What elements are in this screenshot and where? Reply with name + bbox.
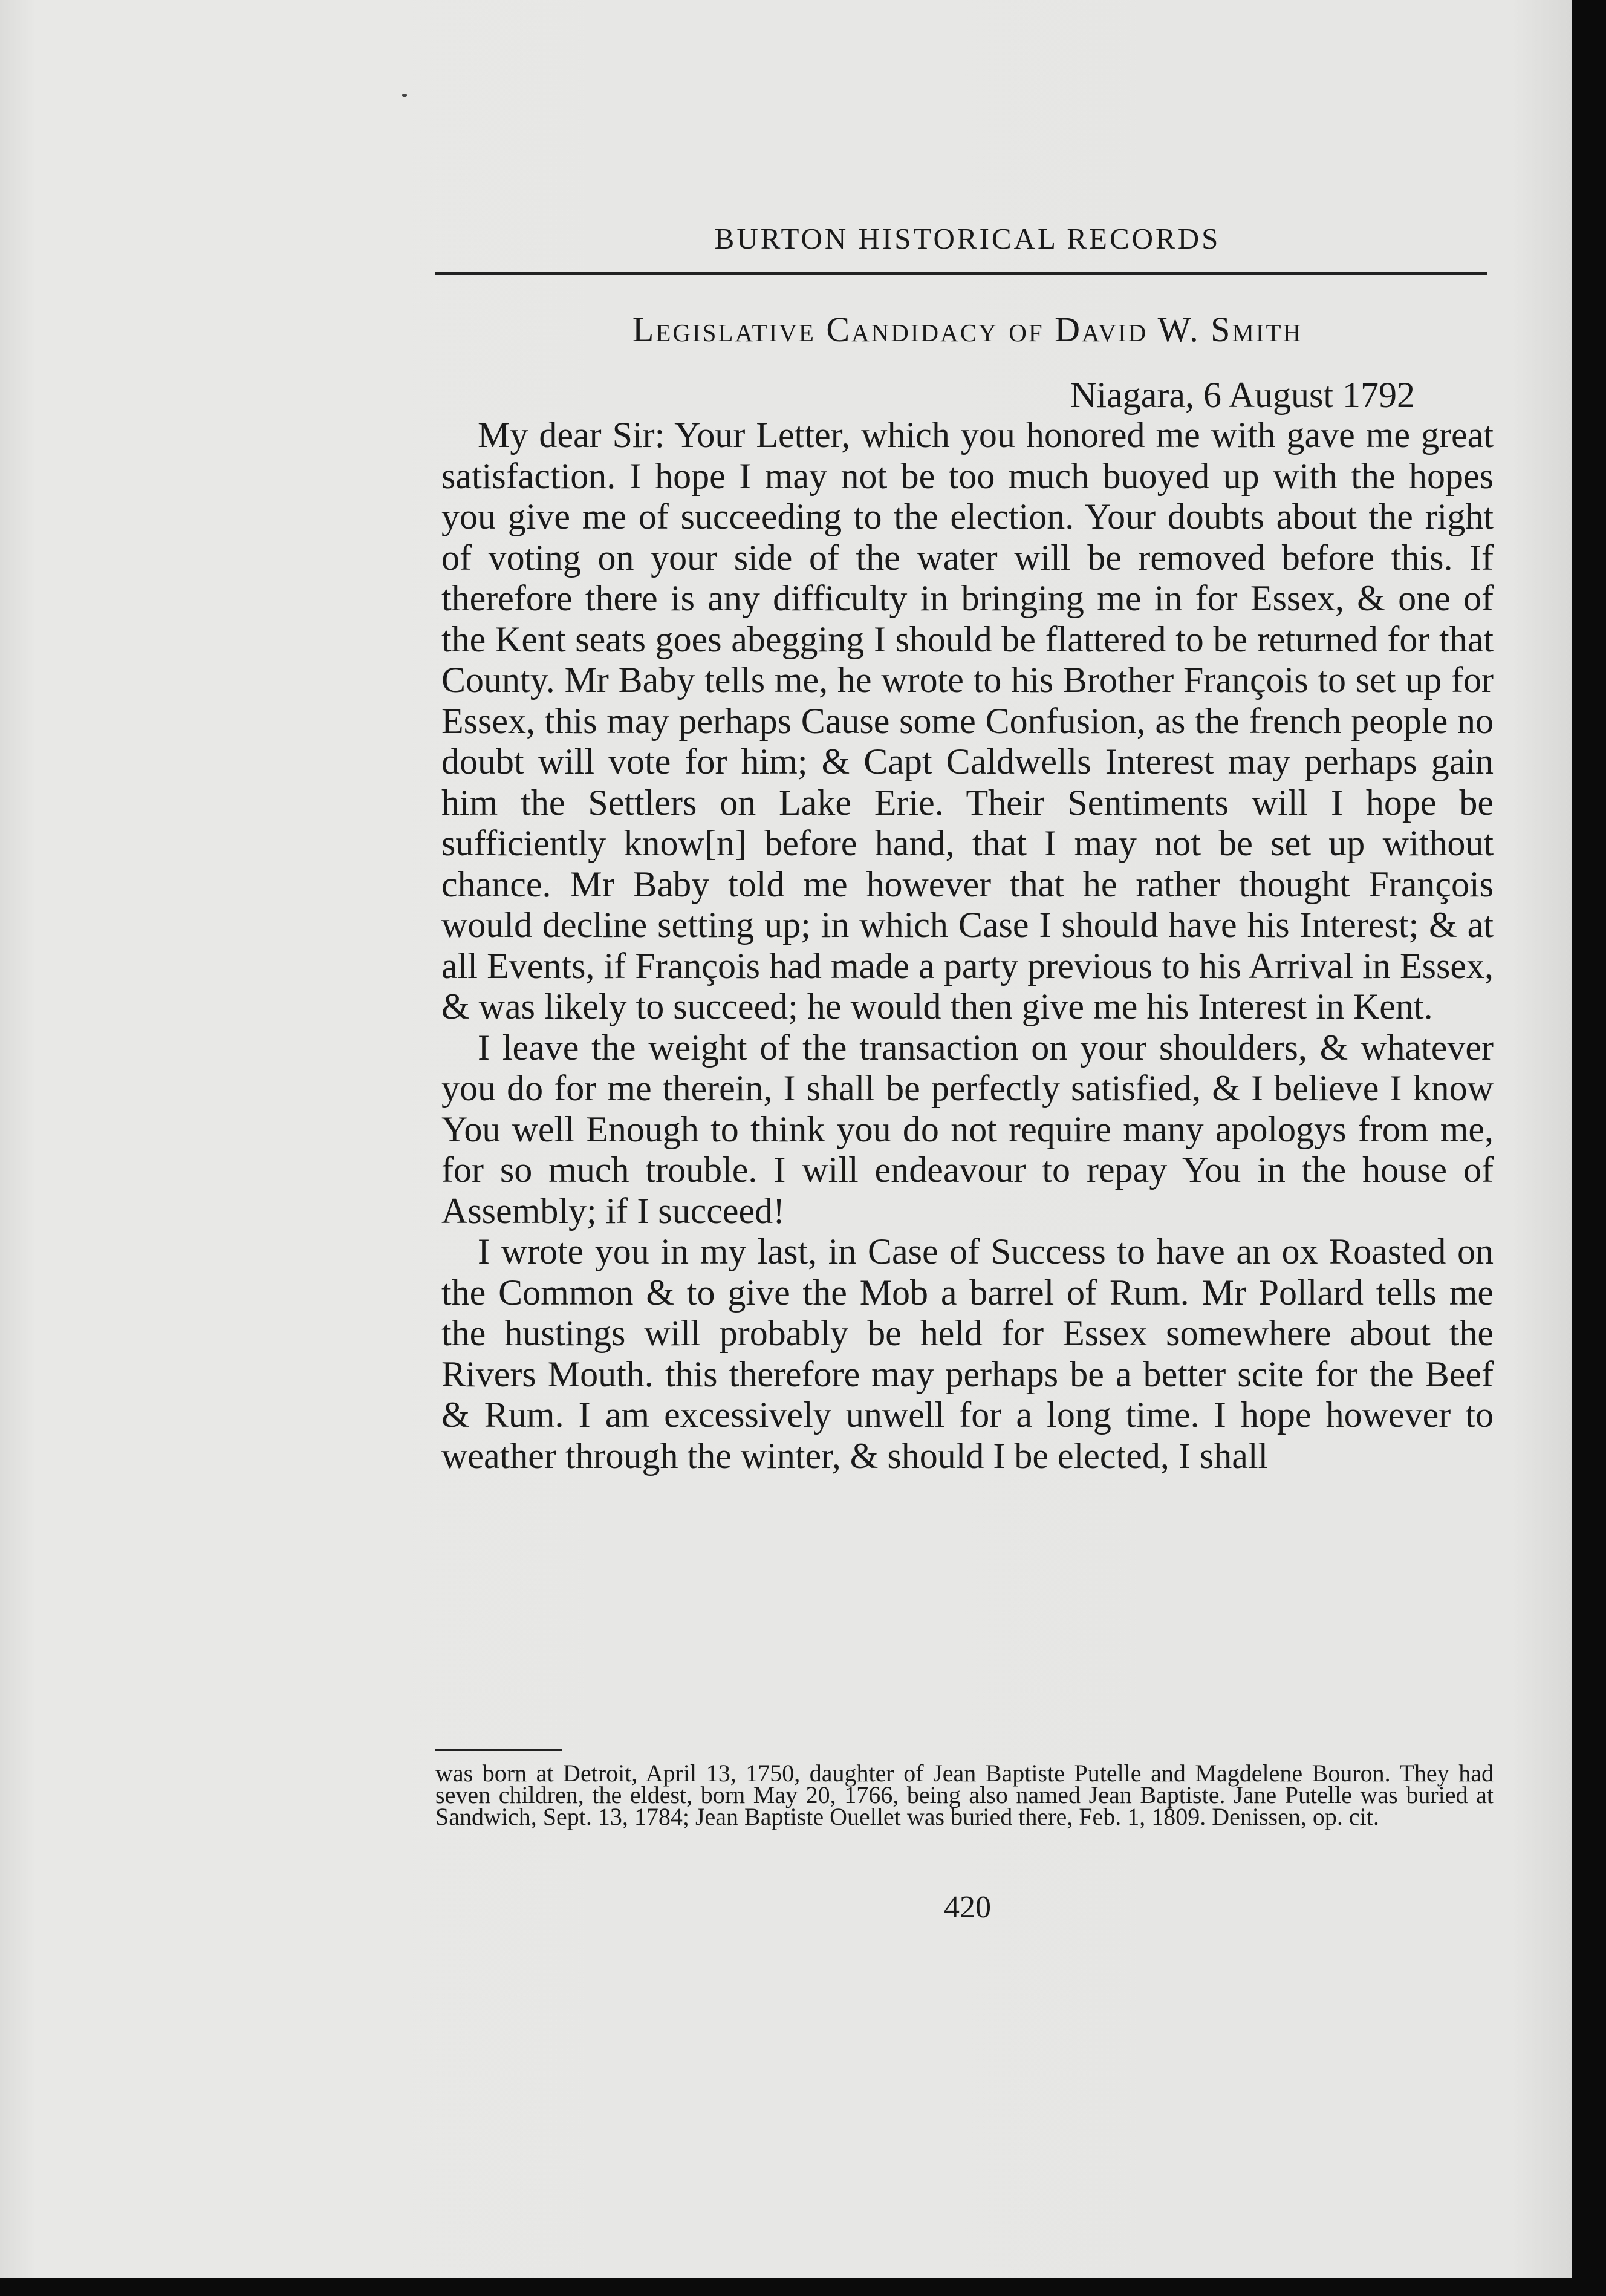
running-head: BURTON HISTORICAL RECORDS bbox=[714, 222, 1221, 255]
letter-dateline: Niagara, 6 August 1792 bbox=[1070, 375, 1415, 415]
paragraph: I wrote you in my last, in Case of Success to have an ox Roasted on the Common & to give the Mob a barrel of Rum. Mr Pollard tells me the hustings will probably be held for Essex somewhere about the Rivers Mouth. this therefore may perhaps be a better scite for the Beef & Rum. I am excessively unwell for a long time. I hope however to weather through the winter, & should I be elected, I shall bbox=[441, 1231, 1494, 1476]
letter-body bbox=[441, 415, 1494, 1476]
ink-speck bbox=[402, 94, 407, 97]
page-number: 420 bbox=[944, 1890, 991, 1925]
footnote-text: was born at Detroit, April 13, 1750, daughter of Jean Baptiste Putelle and Magdelene Bouron. They had seven children, the eldest, born May 20, 1766, being also named Jean Baptiste. Jane Putelle was buried at Sandwich, Sept. 13, 1784; Jean Baptiste Ouellet was buried there, Feb. 1, 1809. Denissen, op. cit. bbox=[435, 1760, 1494, 1830]
paragraph: I leave the weight of the transaction on your shoulders, & whatever you do for me therein, I shall be perfectly satisfied, & I believe I know You well Enough to think you do not require many apologys from me, for so much trouble. I will endeavour to repay You in the house of Assembly; if I succeed! bbox=[441, 1027, 1494, 1231]
header-rule bbox=[435, 272, 1487, 275]
article-title: Legislative Candidacy of David W. Smith bbox=[632, 310, 1303, 349]
paragraph: My dear Sir: Your Letter, which you honored me with gave me great satisfaction. I hope I may not be too much buoyed up with the hopes you give me of succeeding to the election. Your doubts about the right of voting on your side of the water will be removed before this. If therefore there is any difficulty in bringing me in for Essex, & one of the Kent seats goes abegging I should be flattered to be returned for that County. Mr Baby tells me, he wrote to his Brother François to set up for Essex, this may perhaps Cause some Confusion, as the french people no doubt will vote for him; & Capt Caldwells Interest may perhaps gain him the Settlers on Lake Erie. Their Sentiments will I hope be sufficiently know[n] before hand, that I may not be set up without chance. Mr Baby told me however that he rather thought François would decline setting up; in which Case I should have his Interest; & at all Events, if François had made a party previous to his Arrival in Essex, & was likely to succeed; he would then give me his Interest in Kent. bbox=[441, 415, 1494, 1026]
footnote bbox=[435, 1760, 1494, 1830]
footnote-rule bbox=[435, 1749, 562, 1751]
